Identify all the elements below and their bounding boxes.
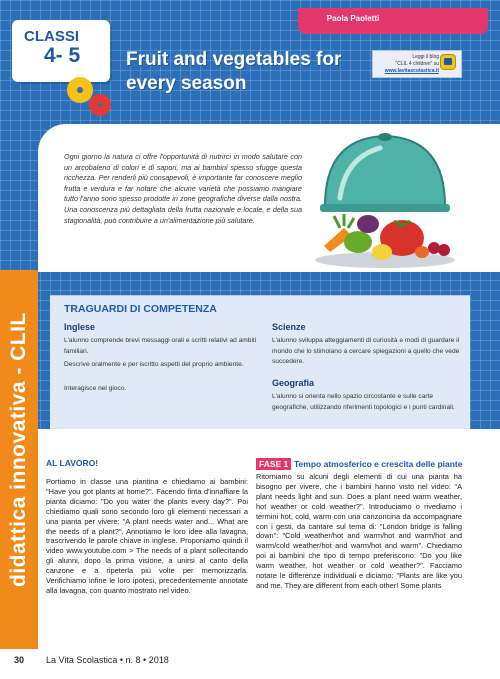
right-column-text: Ritorniamo su alcuni degli elementi di cui una pianta ha bisogno per vivere, che i bambini hanno visto nel video: "A plant needs light and sun. Does a plant need warm weather, hot weather or cold weather?". Introduciamo o rivediamo i termini hot, cold, warm con una canzoncina da accompagnare con i gesti, da cantare sul tema di: "London bridge is falling down": "Cold weather/hot and warm/hot and warm/hot and warm/cold weather/hot and warm/hot and warm". Chiediamo poi ai bambini che tipo di tempo preferiscono: "Do you like warm weather, hot weather or cold weather?". Facciamo notare le differenze individuali e diciamo: "Plants are like you and me. They are different from each other! Some plants (256, 472, 462, 590)
cloche-with-vegetables-illustration (300, 128, 470, 276)
phase-badge: FASE 1 (256, 458, 291, 470)
computer-icon (440, 54, 456, 70)
page-title: Fruit and vegetables for every season (126, 49, 342, 94)
left-column-text: Portiamo in classe una piantina e chiediamo ai bambini: "Have you got plants at home?". Facendo finta d'innaffiare la pianta diciamo: "Do you water the plants every day?". Poi chiediamo quali sono secondo loro gli elementi necessari a una pianta per vivere: "A plant needs water and... What are the needs of a plant?". Annotiamo le loro idee alla lavagna, trascrivendo le parole chiave in inglese. Proponiamo quindi il video www.youtube.com > The needs of a plant sollecitando gli alunni, dopo la prima visione, a unirsi al canto della canzone e a ripeterla più volte per memorizzarla. Verifichiamo infine le loro ipotesi, precedentemente annotate alla lavagna, con quanto mostrato nel video. (46, 477, 248, 595)
blog-url-link[interactable]: www.lavitascolastica.it (384, 67, 439, 74)
intro-paragraph: Ogni giorno la natura ci offre l'opportunità di nutrirci in modo salutare con un arcobaleno di colori e di sapori, ma ai bambini spesso sfugge questa ricchezza. Per renderli più consapevoli, è importante far conoscere meglio frutta e verdura e far notare che alcune varietà che possiamo mangiare tutto l'anno sono spesso prodotte in zone geografiche diverse dalla nostra. Una conoscenza più dettagliata della frutta nazionale e locale, e della sua stagionalità, può contribuire a un'alimentazione più salutare. (64, 152, 302, 225)
cloche-knob (378, 133, 392, 141)
leafy-greens (344, 231, 372, 253)
classi-label: CLASSI (24, 28, 80, 45)
cloche-dome (325, 136, 445, 206)
orange (415, 246, 429, 258)
scienze-text: L'alunno sviluppa atteggiamenti di curiosità e modi di guardare il mondo che lo stimolano a cercare spiegazioni a quello che vede succedere. (272, 337, 460, 366)
eggplant (357, 215, 379, 233)
blog-line-1: Leggi il blog (412, 54, 439, 60)
inglese-text-1: L'alunno comprende brevi messaggi orali e scritti relativi ad ambiti familiari. (64, 337, 257, 355)
page-number: 30 (14, 655, 25, 665)
inglese-text-3: Interagisce nel gioco. (64, 385, 127, 392)
competency-title: TRAGUARDI DI COMPETENZA (64, 303, 217, 315)
inglese-title: Inglese (64, 322, 96, 332)
right-column-heading: Tempo atmosferico e crescita delle piante (294, 459, 463, 469)
author-name: Paola Paoletti (326, 14, 380, 23)
left-column-heading: AL LAVORO! (46, 458, 99, 468)
side-label: didattica innovativa - CLIL (7, 312, 30, 588)
cherry (428, 242, 440, 254)
cherry (438, 244, 450, 256)
magazine-credit: La Vita Scolastica • n. 8 • 2018 (46, 655, 169, 665)
geografia-title: Geografia (272, 378, 315, 388)
blog-line-2: "CLIL 4 children" su (395, 60, 439, 67)
gear-icon (92, 97, 108, 113)
cloche-rim (320, 204, 450, 212)
gear-icon (70, 80, 90, 100)
geografia-text: L'alunno si orienta nello spazio circostante e sulle carte geografiche, utilizzando riferimenti topologici e i punti cardinali. (272, 393, 455, 411)
scienze-title: Scienze (272, 322, 306, 332)
classi-number: 4- 5 (44, 44, 81, 67)
inglese-text-2: Descrive oralmente e per iscritto aspetti del proprio ambiente. (64, 361, 244, 368)
pepper (372, 244, 392, 260)
carrot-leaves (334, 214, 354, 228)
